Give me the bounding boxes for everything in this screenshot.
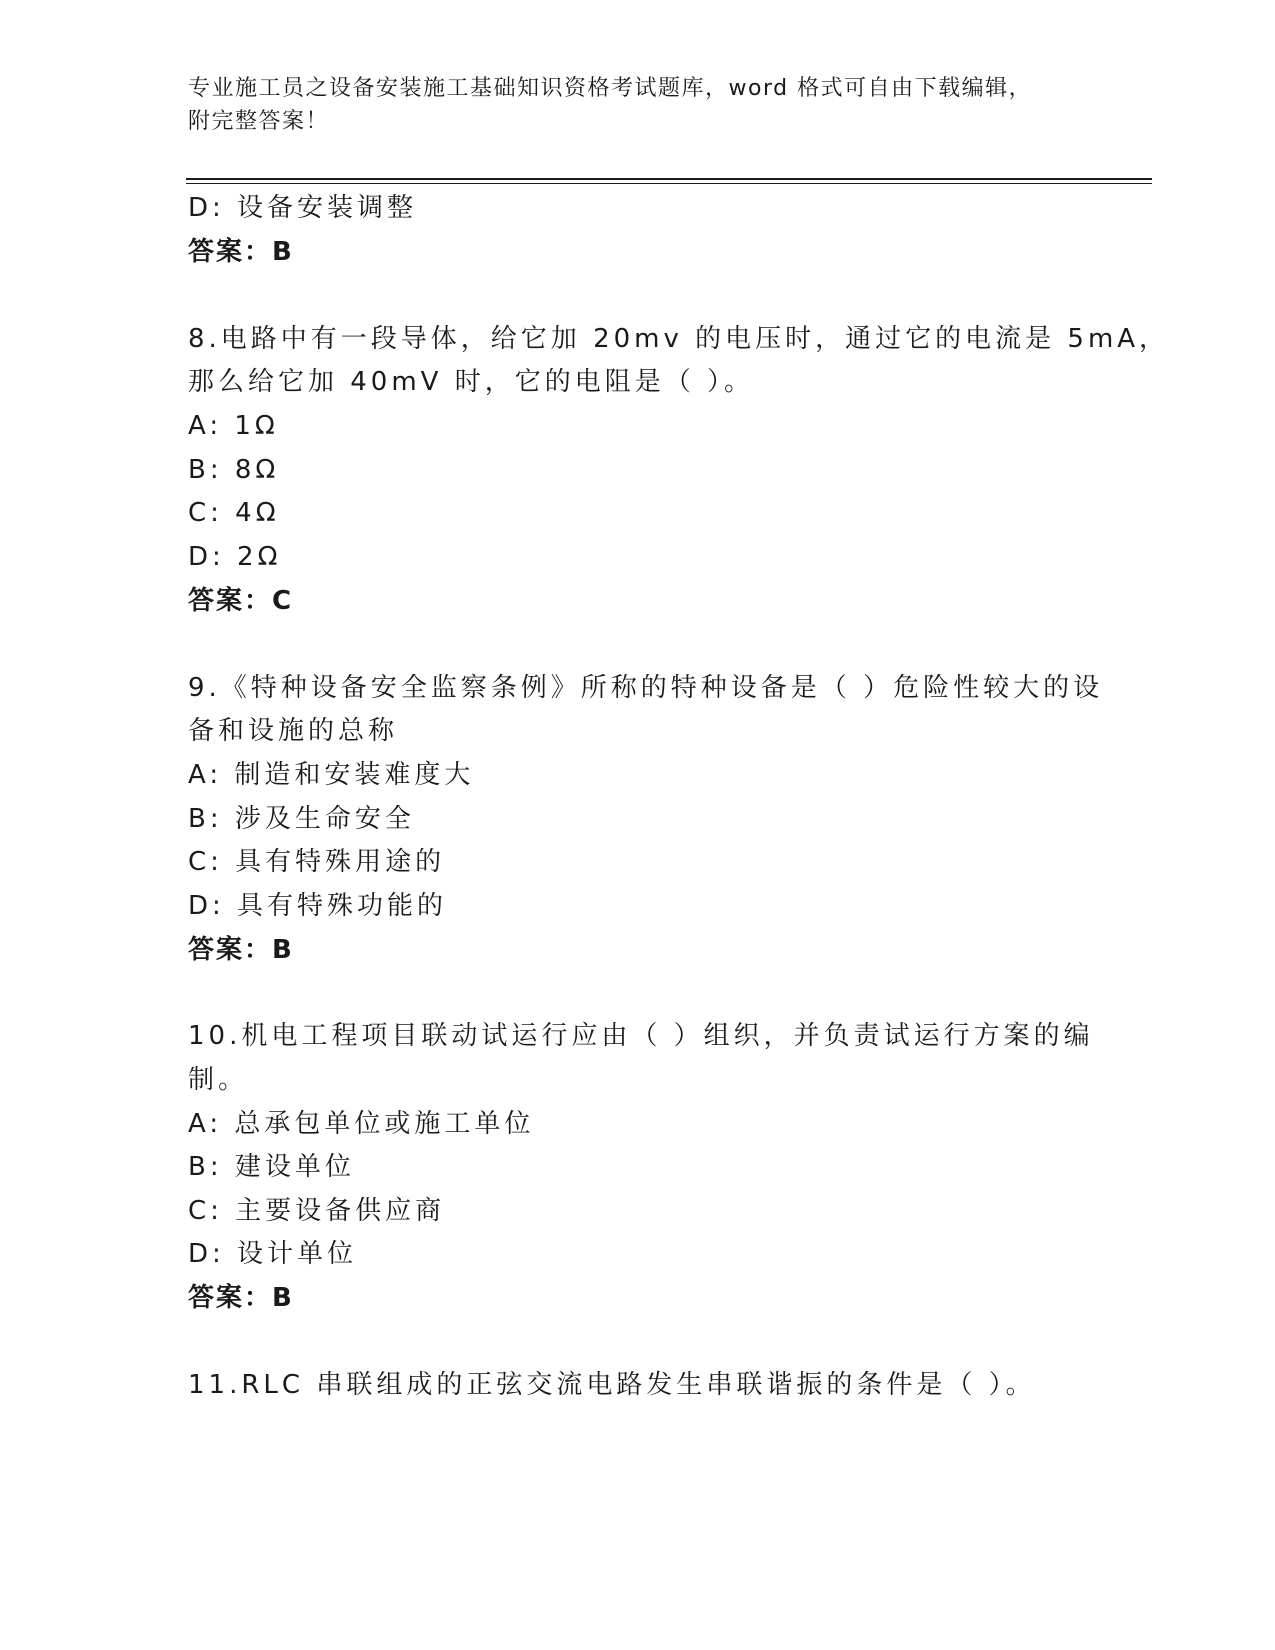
q10-option-c: C: 主要设备供应商	[188, 1196, 446, 1226]
q8-option-d: D: 2Ω	[188, 542, 282, 572]
q10-stem-line-1: 10.机电工程项目联动试运行应由（ ）组织，并负责试运行方案的编	[188, 1021, 1094, 1051]
q10-answer: 答案：B	[188, 1283, 294, 1313]
q8-stem-line-2: 那么给它加 40mV 时，它的电阻是（ ）。	[188, 367, 754, 397]
q9-option-d: D: 具有特殊功能的	[188, 891, 448, 921]
q10-option-d: D: 设计单位	[188, 1239, 358, 1269]
q10-stem-line-2: 制。	[188, 1065, 249, 1095]
q9-option-c: C: 具有特殊用途的	[188, 847, 446, 877]
q9-answer: 答案：B	[188, 935, 294, 965]
q8-option-b: B: 8Ω	[188, 455, 280, 485]
q9-stem-line-2: 备和设施的总称	[188, 716, 399, 746]
q11-stem-line-1: 11.RLC 串联组成的正弦交流电路发生串联谐振的条件是（ ）。	[188, 1370, 1036, 1400]
q8-stem-line-1: 8.电路中有一段导体，给它加 20mv 的电压时，通过它的电流是 5mA，	[188, 324, 1170, 354]
q10-option-b: B: 建设单位	[188, 1152, 355, 1182]
q8-option-c: C: 4Ω	[188, 498, 280, 528]
header-line-2: 附完整答案！	[188, 109, 330, 134]
prev-option-d: D: 设备安装调整	[188, 193, 418, 223]
q9-option-b: B: 涉及生命安全	[188, 804, 415, 834]
header-divider-thick	[186, 178, 1152, 180]
header-line-1: 专业施工员之设备安装施工基础知识资格考试题库，word 格式可自由下载编辑，	[188, 76, 1033, 101]
header-divider-thin	[186, 183, 1152, 184]
prev-answer: 答案：B	[188, 237, 294, 267]
q8-option-a: A: 1Ω	[188, 411, 279, 441]
q9-stem-line-1: 9.《特种设备安全监察条例》所称的特种设备是（ ）危险性较大的设	[188, 673, 1104, 703]
q9-option-a: A: 制造和安装难度大	[188, 760, 475, 790]
q8-answer: 答案：C	[188, 586, 294, 616]
q10-option-a: A: 总承包单位或施工单位	[188, 1109, 535, 1139]
document-header	[188, 72, 1078, 138]
